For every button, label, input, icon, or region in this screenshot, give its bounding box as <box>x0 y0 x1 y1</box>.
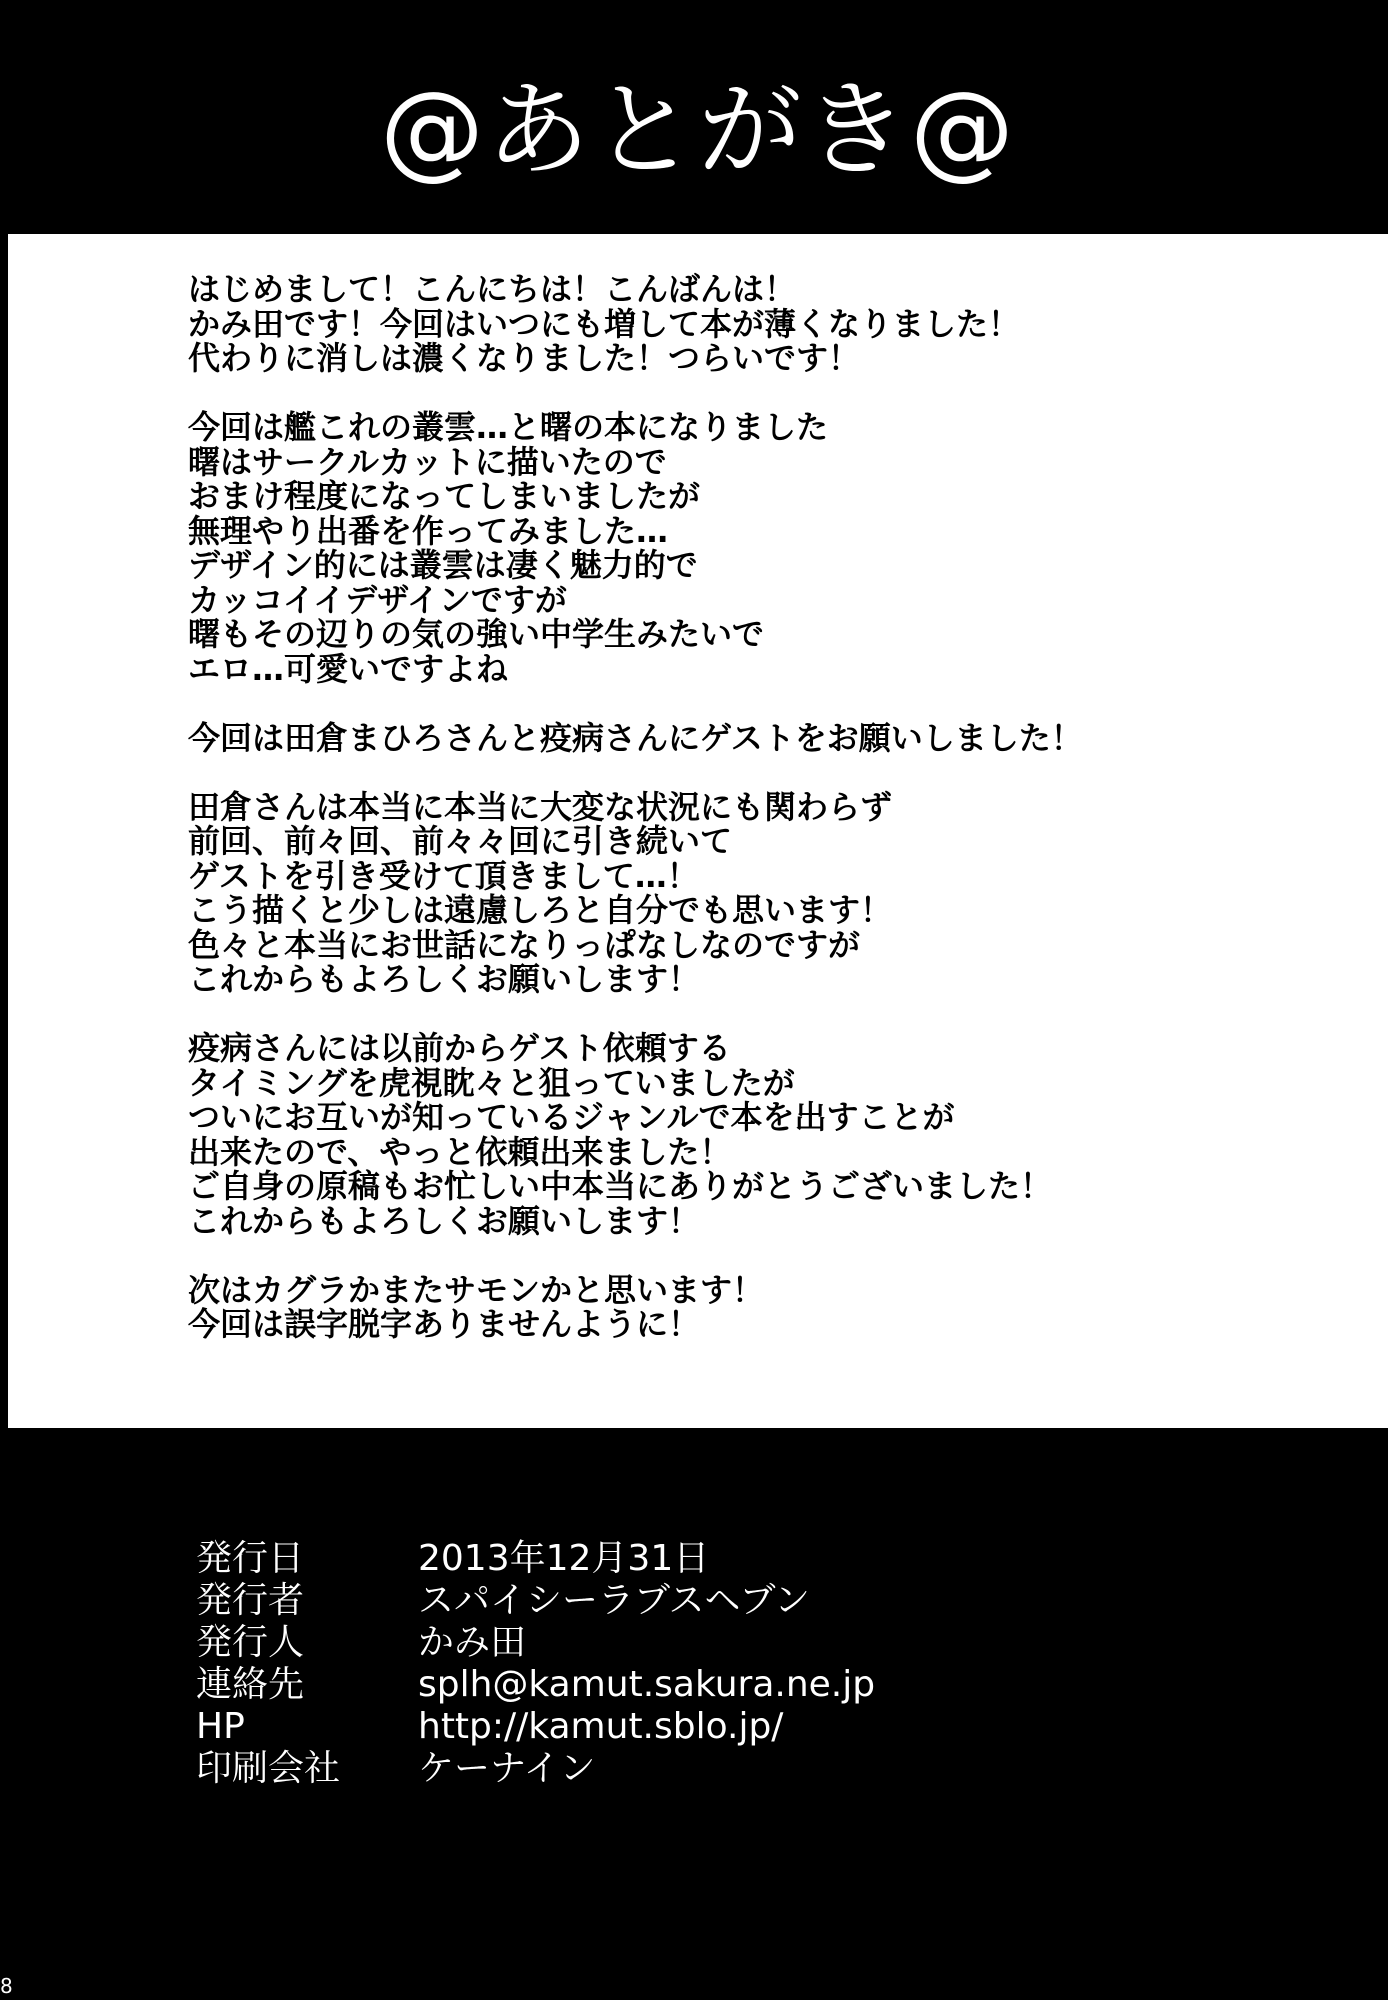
colophon-row <box>196 1664 875 1706</box>
colophon-label: 発行者 <box>196 1580 305 1621</box>
afterword-line: 今回は誤字脱字ありませんように！ <box>188 1305 701 1343</box>
afterword-line: カッコイイデザインですが <box>188 580 567 619</box>
afterword-line: これからもよろしくお願いします！ <box>188 1201 701 1240</box>
afterword-line: 次はカグラかまたサモンかと思います！ <box>188 1270 765 1309</box>
colophon-value: かみ田 <box>418 1622 527 1663</box>
afterword-line: 今回は田倉まひろさんと疫病さんにゲストをお願いしました！ <box>188 718 1083 757</box>
paragraph-gap <box>188 376 1083 411</box>
afterword-line: 田倉さんは本当に本当に大変な状況にも関わらず <box>188 787 893 826</box>
afterword-line: こう描くと少しは遠慮しろと自分でも思います！ <box>188 891 893 929</box>
paragraph-gap <box>188 755 1083 790</box>
colophon-row <box>196 1748 875 1790</box>
colophon-label: 発行日 <box>196 1538 305 1579</box>
colophon-value: splh@kamut.sakura.ne.jp <box>418 1664 876 1705</box>
colophon-value: 2013年12月31日 <box>418 1538 710 1579</box>
colophon-row <box>196 1622 875 1664</box>
afterword-line: 曙はサークルカットに描いたので <box>188 442 667 481</box>
afterword-line: 曙もその辺りの気の強い中学生みたいで <box>188 615 765 653</box>
colophon-value: ケーナイン <box>418 1748 596 1789</box>
afterword-line: かみ田です！今回はいつにも増して本が薄くなりました！ <box>188 304 1021 343</box>
afterword-line: 色々と本当にお世話になりっぱなしなのですが <box>188 925 861 964</box>
colophon-label: HP <box>196 1706 245 1747</box>
afterword-line: エロ…可愛いですよね <box>188 649 509 688</box>
colophon-value: スパイシーラブスヘブン <box>418 1580 811 1621</box>
afterword-line: 出来たので、やっと依頼出来ました！ <box>188 1132 732 1171</box>
afterword-line: 今回は艦これの叢雲…と曙の本になりました <box>188 408 829 446</box>
afterword-line: はじめまして！こんにちは！こんばんは！ <box>188 270 797 308</box>
colophon-label: 発行人 <box>196 1622 305 1663</box>
afterword-line: ゲストを引き受けて頂きまして…！ <box>188 856 699 895</box>
page-number: 8 <box>0 1974 13 1998</box>
afterword-line: これからもよろしくお願いします！ <box>188 960 701 998</box>
colophon-row <box>196 1538 875 1580</box>
afterword-line: 代わりに消しは濃くなりました！つらいです！ <box>188 339 861 377</box>
colophon-row <box>196 1580 875 1622</box>
paragraph-gap <box>188 686 1083 721</box>
colophon-row <box>196 1706 875 1748</box>
afterword-line: 前回、前々回、前々々回に引き続いて <box>188 822 733 860</box>
colophon <box>196 1538 875 1790</box>
afterword-line: 無理やり出番を作ってみました… <box>188 511 669 550</box>
afterword-line: デザイン的には叢雲は凄く魅力的で <box>188 546 698 584</box>
afterword-line: ご自身の原稿もお忙しい中本当にありがとうございました！ <box>188 1167 1053 1205</box>
afterword-text <box>188 272 1083 1342</box>
colophon-label: 連絡先 <box>196 1664 305 1705</box>
page-title: @あとがき@ <box>380 69 1017 191</box>
afterword-line: 疫病さんには以前からゲスト依頼する <box>188 1029 731 1067</box>
afterword-line: ついにお互いが知っているジャンルで本を出すことが <box>188 1098 955 1136</box>
afterword-line: タイミングを虎視眈々と狙っていましたが <box>188 1063 795 1102</box>
afterword-line: おまけ程度になってしまいましたが <box>188 477 701 515</box>
paragraph-gap <box>188 997 1083 1032</box>
colophon-label: 印刷会社 <box>196 1748 341 1789</box>
colophon-value: http://kamut.sblo.jp/ <box>418 1706 784 1747</box>
paragraph-gap <box>188 1238 1083 1273</box>
